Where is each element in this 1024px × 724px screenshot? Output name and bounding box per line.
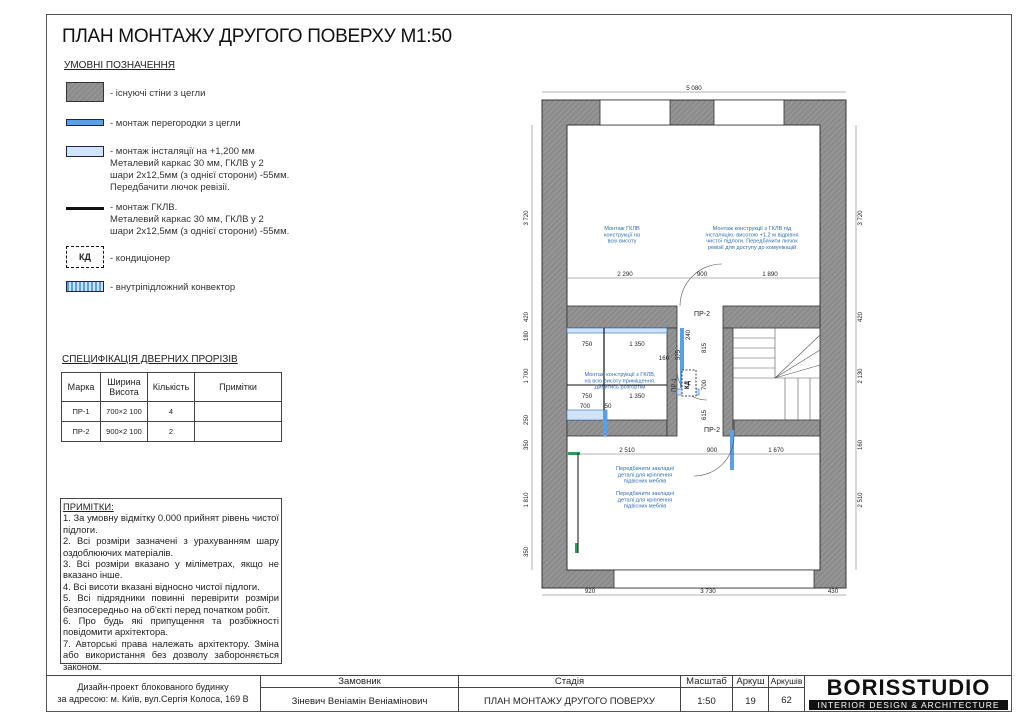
dim-left: 1 810 bbox=[524, 492, 530, 508]
door-swing-lower bbox=[694, 436, 734, 476]
note-item: 1. За умовну відмітку 0.000 прийнят рівень чистої підлоги. bbox=[63, 512, 279, 535]
note-item: 3. Всі розміри вказано у міліметрах, якщо не вказано інше. bbox=[63, 558, 279, 581]
spec-cell: ПР-1 bbox=[62, 402, 101, 422]
legend-swatch-partition bbox=[66, 119, 104, 126]
table-row bbox=[62, 402, 282, 422]
client-name: Зіневич Веніамін Веніамінович bbox=[291, 696, 428, 707]
note-item: 2. Всі розміри зазначені з урахуванням шару оздоблюючих матеріалів. bbox=[63, 535, 279, 558]
partition bbox=[567, 410, 607, 420]
spec-cell: ПР-2 bbox=[62, 422, 101, 442]
sheet-label: Аркуш bbox=[736, 676, 765, 687]
sheets-label: Аркушів bbox=[770, 676, 803, 686]
legend-text-installation: - монтаж інсталяції на +1,200 мм Металевий каркас 30 мм, ГКЛВ у 2 шари 2х12,5мм (з однієї сторони) -55мм. Передбачити лючок ревізії. bbox=[110, 146, 290, 193]
spec-cell: 700×2 100 bbox=[101, 402, 148, 422]
dim-left: 420 bbox=[524, 311, 530, 323]
dim-small: 240 bbox=[686, 329, 692, 341]
dim-left: 180 bbox=[524, 330, 530, 342]
dim-right: 2 130 bbox=[858, 368, 864, 384]
dim-small: 700 bbox=[702, 379, 708, 391]
dim-left: 3 720 bbox=[524, 210, 530, 226]
dim-small: 575 bbox=[676, 349, 682, 361]
annotation-3: Монтаж конструкції з ГКЛВ, на всю висоту приміщення. Дивитись розгортки bbox=[584, 372, 656, 391]
inner-wall-upper-right bbox=[723, 306, 820, 328]
dim-left: 1 700 bbox=[524, 368, 530, 384]
ac-label: КД bbox=[685, 381, 691, 389]
stage-label: Стадія bbox=[554, 676, 585, 687]
dim-row3: 750 bbox=[581, 393, 593, 400]
legend-heading: УМОВНІ ПОЗНАЧЕННЯ bbox=[64, 60, 176, 71]
spec-header-notes: Примітки bbox=[195, 373, 282, 402]
scale-value: 1:50 bbox=[697, 696, 716, 707]
dim-row1: 2 290 bbox=[617, 271, 633, 278]
dim-row1: 900 bbox=[696, 271, 708, 278]
dim-bottom: 430 bbox=[827, 588, 839, 595]
spec-cell: 4 bbox=[148, 402, 195, 422]
sheets-cell bbox=[768, 675, 804, 712]
partition bbox=[567, 328, 667, 333]
dim-row1: 1 890 bbox=[762, 271, 778, 278]
note-item: 6. Про будь які припущення та розбіжності повідомити архітектора. bbox=[63, 615, 279, 638]
spec-cell: 2 bbox=[148, 422, 195, 442]
legend-swatch-ac: КД bbox=[66, 246, 104, 268]
dim-left: 350 bbox=[524, 439, 530, 451]
legend-text-partition: - монтаж перегородки з цегли bbox=[110, 118, 241, 129]
spec-header-size: Ширина Висота bbox=[101, 373, 148, 402]
table-row bbox=[62, 422, 282, 442]
inner-wall-lower-right bbox=[734, 420, 820, 436]
dim-bottom: 3 730 bbox=[700, 588, 716, 595]
legend-text-convector: - внутріпідложний конвектор bbox=[110, 282, 236, 293]
dim-row5: 1 670 bbox=[768, 447, 784, 454]
inner-wall-upper bbox=[567, 306, 677, 328]
note-item: 7. Авторські права належать архітектору. Зміна або використання без дозволу забороняється законом. bbox=[63, 637, 279, 672]
sheet-cell bbox=[732, 675, 768, 712]
spec-cell bbox=[195, 402, 282, 422]
brand-logo bbox=[804, 675, 1012, 712]
sheets-value: 62 bbox=[781, 695, 792, 706]
scale-label: Масштаб bbox=[686, 676, 727, 687]
client-cell bbox=[260, 675, 458, 712]
scale-cell bbox=[680, 675, 732, 712]
dim-right: 2 510 bbox=[858, 492, 864, 508]
annotation-5: Передбачити закладні деталі для кріплення підвісних меблів bbox=[616, 491, 674, 510]
dim-bottom: 920 bbox=[584, 588, 596, 595]
dim-row5: 2 510 bbox=[619, 447, 635, 454]
floor-plan bbox=[520, 80, 870, 605]
door-spec-table bbox=[61, 372, 282, 442]
dim-row2: 1 350 bbox=[629, 341, 645, 348]
legend-text-brick-wall: - існуючі стіни з цегли bbox=[110, 88, 206, 99]
brand-subtitle: INTERIOR DESIGN & ARCHITECTURE bbox=[809, 700, 1008, 710]
dim-left: 250 bbox=[524, 414, 530, 426]
legend-text-gklv: - монтаж ГКЛВ. Металевий каркас 30 мм, ГКЛВ у 2 шари 2х12,5мм (з однієї сторони) -55мм. bbox=[110, 202, 290, 237]
note-item: 4. Всі висоти вказані відносно чистої підлоги. bbox=[63, 580, 260, 592]
dim-row4: 700 bbox=[579, 403, 591, 410]
client-label: Замовник bbox=[338, 676, 381, 687]
annotation-1: Монтаж ГКЛВ конструкції на всю висоту bbox=[603, 226, 641, 245]
dim-small: 160 bbox=[658, 355, 670, 362]
dim-left: 350 bbox=[524, 546, 530, 558]
door-label-lower: ПР-2 bbox=[704, 427, 720, 434]
notes-box bbox=[60, 498, 282, 672]
sheet-value: 19 bbox=[745, 696, 756, 707]
legend-swatch-brick-wall bbox=[66, 82, 104, 102]
dim-small: 615 bbox=[702, 409, 708, 421]
stage-value: ПЛАН МОНТАЖУ ДРУГОГО ПОВЕРХУ bbox=[484, 696, 655, 707]
door-label-small: ПР-1 bbox=[672, 378, 678, 392]
brand-name: BORISSTUDIO bbox=[826, 675, 991, 700]
window-top-right bbox=[714, 100, 784, 125]
partition bbox=[603, 410, 607, 436]
dim-row5: 900 bbox=[706, 447, 718, 454]
legend-swatch-gklv bbox=[66, 207, 104, 210]
spec-cell: 900×2 100 bbox=[101, 422, 148, 442]
page-title: ПЛАН МОНТАЖУ ДРУГОГО ПОВЕРХУ М1:50 bbox=[62, 26, 452, 47]
window-bottom bbox=[614, 570, 814, 588]
spec-header-mark: Марка bbox=[62, 373, 101, 402]
dim-right: 160 bbox=[858, 439, 864, 451]
inner-wall-lower bbox=[567, 420, 667, 436]
dim-top: 5 080 bbox=[686, 85, 702, 92]
window-top-left bbox=[600, 100, 670, 125]
legend-swatch-installation bbox=[66, 146, 104, 157]
legend-text-ac: - кондиціонер bbox=[110, 253, 171, 264]
dim-row4: 50 bbox=[604, 403, 612, 410]
project-address: Дизайн-проект блокованого будинку за адресою: м. Київ, вул.Сергія Колоса, 169 В bbox=[57, 682, 249, 704]
partition bbox=[730, 430, 734, 470]
inner-wall-vertical-right bbox=[723, 328, 733, 436]
spec-cell bbox=[195, 422, 282, 442]
legend-swatch-convector bbox=[66, 281, 104, 292]
spec-header-count: Кількість bbox=[148, 373, 195, 402]
dim-row2: 750 bbox=[581, 341, 593, 348]
title-block bbox=[46, 675, 1012, 712]
dim-row3: 1 350 bbox=[629, 393, 645, 400]
stage-cell bbox=[458, 675, 680, 712]
dim-small: 815 bbox=[702, 342, 708, 354]
notes-heading: ПРИМІТКИ: bbox=[63, 501, 114, 512]
door-label-upper: ПР-2 bbox=[694, 311, 710, 318]
note-item: 5. Всі підрядники повинні перевірити розміри безпосередньо на об'єкті перед початком робіт. bbox=[63, 592, 279, 615]
dim-right: 420 bbox=[858, 311, 864, 323]
annotation-2: Монтаж конструкції з ГКЛВ під інсталяцію, висотою +1,2 м відрівня чистої підлоги. Передбачити лючок ревізії для доступу до комунікацій bbox=[705, 226, 799, 251]
staircase bbox=[733, 328, 820, 420]
annotation-4: Передбачити закладні деталі для кріплення підвісних меблів bbox=[616, 466, 674, 485]
door-spec-heading: СПЕЦИФІКАЦІЯ ДВЕРНИХ ПРОРІЗІВ bbox=[62, 354, 238, 365]
dim-right: 3 720 bbox=[858, 210, 864, 226]
